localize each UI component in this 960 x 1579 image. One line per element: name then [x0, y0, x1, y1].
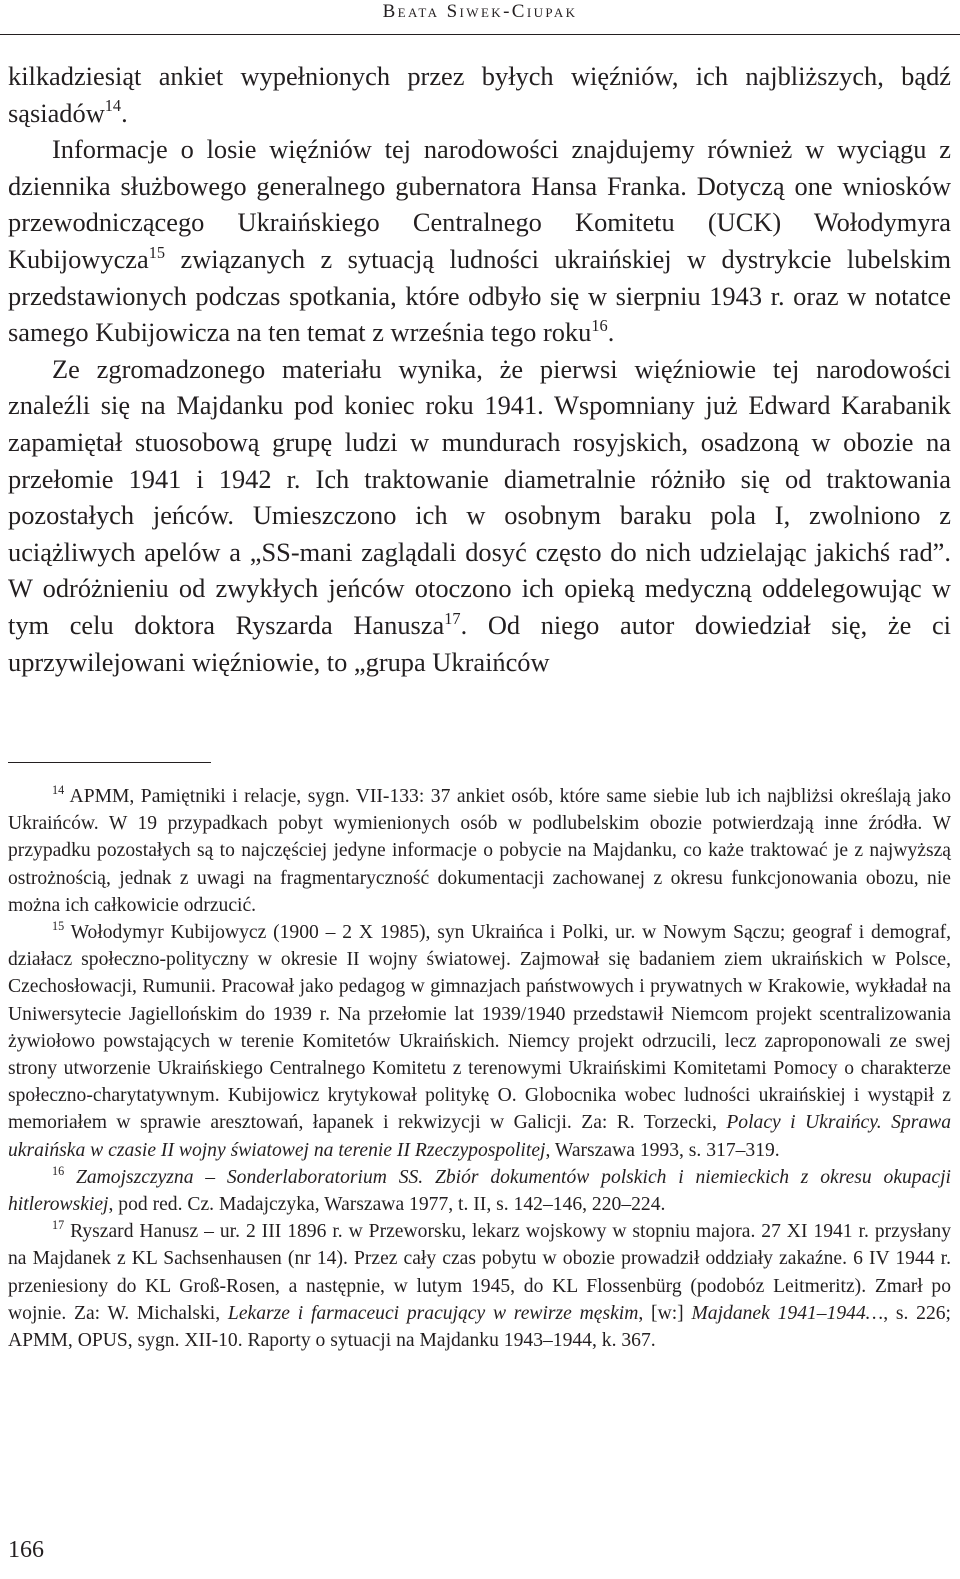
- paragraph-3-end: . Od niego autor dowiedział się, że ci uprzywilejowani więźniowie, to „grupa Ukraińców: [8, 609, 951, 677]
- paragraph-3: [8, 351, 951, 680]
- footnote-14: [8, 783, 951, 919]
- citation-title: Zamojszczyzna – Sonderlaboratorium SS. Zbiór dokumentów polskich i niemieckich z okresu okupacji hitlerowskiej: [8, 1166, 951, 1216]
- citation-title: Polacy i Ukraińcy. Sprawa ukraińska w czasie II wojny światowej na terenie II Rzeczypospolitej: [8, 1112, 951, 1161]
- footnote-separator: [8, 762, 211, 763]
- footnote-text: , Warszawa 1993, s. 317–319.: [545, 1139, 780, 1161]
- running-head: Beata Siwek-Ciupak: [382, 1, 578, 22]
- paragraph-1-end: .: [121, 97, 128, 128]
- paragraph-2: [8, 131, 951, 351]
- footnote-17: [8, 1218, 951, 1354]
- page-number: 166: [8, 1537, 44, 1563]
- footnote-ref-17: 17: [444, 608, 461, 628]
- footnote-text: APMM, Pamiętniki i relacje, sygn. VII-133: 37 ankiet osób, które same siebie lub ich najbliżsi określają jako Ukraińców. W 19 przypadkach pobyt wymienionych osób w podlubelskim obozie potwierdzają inne źródła. W przypadku pozostałych są to najczęściej jedyne informacje o pobycie na Majdanku, co każe traktować je z najwyższą ostrożnością, jednak z uwagi na fragmentaryczność dokumentacji zachowanej z okresu funkcjonowania obozu, nie można ich całkowicie odrzucić.: [8, 786, 951, 916]
- footnote-ref-14: 14: [104, 96, 122, 116]
- footnotes: [8, 783, 951, 1354]
- paragraph-2-text-cont: związanych z sytuacją ludności ukraińskiej w dystrykcie lubelskim przedstawionych podczas spotkania, które odbyło się w sierpniu 1943 r. oraz w notatce samego Kubijowicza na ten temat z września tego roku: [8, 243, 951, 348]
- citation-title: Majdanek 1941–1944…: [691, 1302, 884, 1324]
- paragraph-2-end: .: [607, 317, 615, 348]
- footnote-text: Ryszard Hanusz – ur. 2 III 1896 r. w Przeworsku, lekarz wojskowy w stopniu majora. 27 XI 1941 r. przysłany na Majdanek z KL Sachsenhausen (nr 14). Przez cały czas pobytu w obozie prowadził oddziały zakaźne. 6 IV 1944 r. przeniesiony do KL Groß-Rosen, a następnie, w lutym 1945, do KL Flossenbürg (podobóz Leitmeritz). Zmarł po wojnie. Za: W. Michalski,: [8, 1221, 951, 1324]
- footnote-text: , s. 226; APMM, OPUS, sygn. XII-10. Raporty o sytuacji na Majdanku 1943–1944, k. 367.: [8, 1302, 951, 1352]
- footnote-number: 14: [52, 782, 65, 797]
- paragraph-1-text: kilkadziesiąt ankiet wypełnionych przez byłych więźniów, ich najbliższych, bądź sąsiadów: [8, 61, 951, 128]
- footnote-text: [64, 1167, 76, 1188]
- main-text: [8, 58, 951, 680]
- footnote-text: Wołodymyr Kubijowycz (1900 – 2 X 1985), syn Ukraińca i Polki, ur. w Nowym Sączu; geograf i demograf, działacz społeczno-polityczny w okresie II wojny światowej. Zajmował się badaniem ziem ukraińskich w Polsce, Czechosłowacji, Rumunii. Pracował jako pedagog w gimnazjach państwowych i prywatnych w Krakowie, wykładał na Uniwersytecie Jagiellońskim do 1939 r. Na przełomie lat 1939/1940 przedstawił Niemcom projekt scentralizowania żywiołowo powstających w terenie Komitetów Ukraińskich. Niemcy projekt odrzucili, lecz zaproponowali ze swej strony utworzenie Ukraińskiego Centralnego Komitetu z terenowymi Ukraińskimi Komitetami Pomocy o charakterze społeczno-charytatywnym. Kubijowicz krytykował politykę O. Globocnika wobec ludności ukraińskiej i wystąpił z memoriałem w sprawie aresztowań, łapanek i rekwizycji w Galicji. Za: R. Torzecki,: [8, 922, 951, 1134]
- paragraph-3-text: Ze zgromadzonego materiału wynika, że pierwsi więźniowie tej narodowości znaleźli się na Majdanku pod koniec roku 1941. Wspomniany już Edward Karabanik zapamiętał stuosobową grupę ludzi w mundurach rosyjskich, osadzoną w obozie na przełomie 1941 i 1942 r. Ich traktowanie diametralnie różniło się od traktowania pozostałych jeńców. Umieszczono ich w osobnym baraku pola I, zwolniono z uciążliwych apelów a „SS-mani zaglądali dosyć często do nich udzielając jakichś rad”. W odróżnieniu od zwykłych jeńców otoczono ich opieką medyczną oddelegowując w tym celu doktora Ryszarda Hanusza: [8, 353, 951, 640]
- footnote-number: 16: [52, 1163, 65, 1178]
- footnote-ref-16: 16: [591, 316, 608, 336]
- citation-title: Lekarze i farmaceuci pracujący w rewirze męskim: [227, 1302, 639, 1324]
- header-rule: [0, 34, 960, 35]
- footnote-text: , pod red. Cz. Madajczyka, Warszawa 1977, t. II, s. 142–146, 220–224.: [108, 1194, 666, 1216]
- footnote-15: [8, 919, 951, 1164]
- footnote-ref-15: 15: [148, 242, 166, 262]
- paragraph-1: [8, 58, 951, 131]
- paragraph-2-text: Informacje o losie więźniów tej narodowości znajdujemy również w wyciągu z dziennika służbowego generalnego gubernatora Hansa Franka. Dotyczą one wniosków przewodniczącego Ukraińskiego Centralnego Komitetu (UCK) Wołodymyra Kubijowycza: [8, 134, 951, 274]
- footnote-16: [8, 1164, 951, 1218]
- footnote-number: 17: [52, 1218, 65, 1233]
- footnote-text: , [w:]: [638, 1302, 692, 1324]
- footnote-number: 15: [52, 919, 65, 933]
